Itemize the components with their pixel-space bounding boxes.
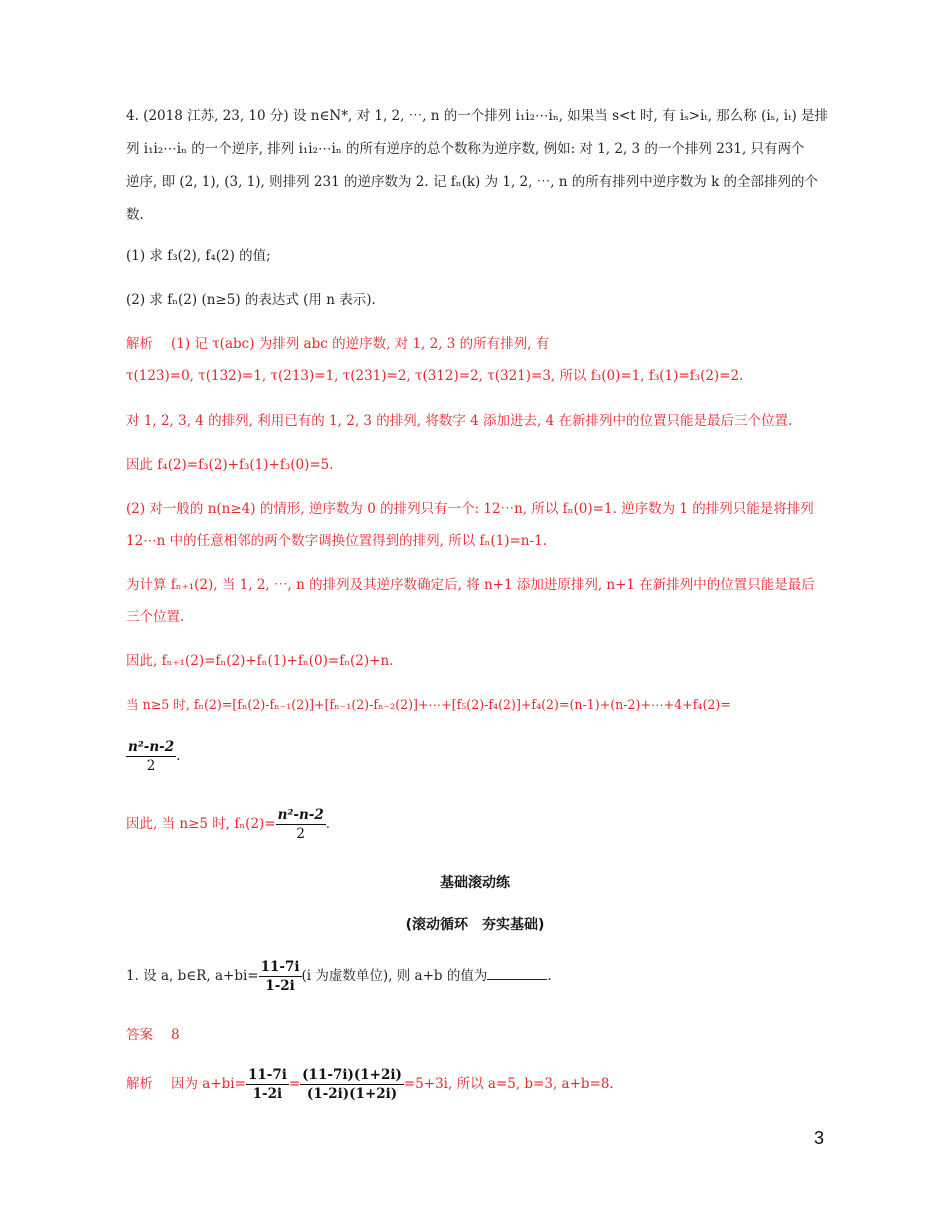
solution-line-7: 为计算 fₙ₊₁(2), 当 1, 2, ⋯, n 的排列及其逆序数确定后, 将 n+1 添加进原排列, n+1 在新排列中的位置只能是最后	[126, 577, 815, 593]
solution-1-prefix: 因为 a+bi=	[171, 1076, 246, 1092]
solution-line-5: (2) 对一般的 n(n≥4) 的情形, 逆序数为 0 的排列只有一个: 12⋯n, 所以 fₙ(0)=1. 逆序数为 1 的排列只能是将排列	[126, 501, 814, 517]
solution-line-3: 对 1, 2, 3, 4 的排列, 利用已有的 1, 2, 3 的排列, 将数字 4 添加进去, 4 在新排列中的位置只能是最后三个位置.	[126, 413, 793, 429]
fraction-denominator: 2	[146, 758, 156, 774]
fraction	[259, 958, 302, 995]
page-number: 3	[814, 1128, 825, 1148]
problem-4-line-2: 列 i₁i₂⋯iₙ 的一个逆序, 排列 i₁i₂⋯iₙ 的所有逆序的总个数称为逆序数, 例如: 对 1, 2, 3 的一个排列 231, 只有两个	[126, 141, 805, 157]
fraction-denominator: 1-2i	[265, 978, 295, 994]
answer-value: 8	[171, 1027, 180, 1043]
solution-line-11: 因此, 当 n≥5 时, fₙ(2)= $\frac{\text{n²-n-2}}{2}$ .	[126, 807, 331, 842]
fraction-denominator: 2	[296, 826, 305, 842]
fraction	[126, 738, 176, 775]
solution-line-10: 当 n≥5 时, fₙ(2)=[fₙ(2)-fₙ₋₁(2)]+[fₙ₋₁(2)-fₙ₋₂(2)]+⋯+[f₅(2)-f₄(2)]+f₄(2)=(n-1)+(n-2)+⋯+4+f₄(2)=	[126, 697, 731, 712]
solution-line-2: τ(123)=0, τ(132)=1, τ(213)=1, τ(231)=2, τ(312)=2, τ(321)=3, 所以 f₃(0)=1, f₃(1)=f₃(2)=2.	[126, 368, 744, 384]
solution-label: 解析	[126, 1076, 153, 1092]
fraction-result-1: $\frac{\text{n²-n-2}}{2}$ .	[128, 739, 181, 774]
solution-line-8: 三个位置.	[126, 609, 185, 625]
problem-4-line-1: 4. (2018 江苏, 23, 10 分) 设 n∈N*, 对 1, 2, ⋯, n 的一个排列 i₁i₂⋯iₙ, 如果当 s<t 时, 有 iₛ>iₜ, 那么称 (iₛ, iₜ) 是排	[126, 108, 829, 124]
problem-1-prefix: 1. 设 a, b∈R, a+bi=	[126, 968, 259, 984]
fraction	[300, 1066, 404, 1103]
fraction-numerator: n²-n-2	[128, 739, 175, 755]
section-title: 基础滚动练	[440, 875, 510, 891]
question-1: (1) 求 f₃(2), f₄(2) 的值;	[126, 248, 271, 264]
fraction-numerator: 11-7i	[247, 1067, 287, 1083]
fraction-denominator: (1-2i)(1+2i)	[306, 1086, 398, 1102]
solution-text-1: (1) 记 τ(abc) 为排列 abc 的逆序数, 对 1, 2, 3 的所有排列, 有	[171, 336, 550, 352]
problem-4-line-4: 数.	[126, 207, 144, 223]
fraction	[246, 1066, 289, 1103]
solution-line-4: 因此 f₄(2)=f₃(2)+f₃(1)+f₃(0)=5.	[126, 457, 334, 473]
section-subtitle: (滚动循环 夯实基础)	[405, 917, 545, 933]
solution-1: 解析 因为 a+bi= $\frac{11-7i}{1-2i}$ = $\frac{(11-7i)(1+2i)}{(1-2i)(1+2i)}$ =5+3i, 所以 a=5, b=3, a+b=8.	[126, 1067, 614, 1102]
solution-line-1	[126, 334, 549, 354]
answer-1	[126, 1025, 180, 1045]
solution-line-9: 因此, fₙ₊₁(2)=fₙ(2)+fₙ(1)+fₙ(0)=fₙ(2)+n.	[126, 653, 394, 669]
fraction	[276, 806, 326, 843]
problem-1-end: .	[547, 968, 552, 984]
fraction-numerator: (11-7i)(1+2i)	[302, 1067, 402, 1083]
solution-line-6: 12⋯n 中的任意相邻的两个数字调换位置得到的排列, 所以 fₙ(1)=n-1.	[126, 533, 547, 549]
fraction-numerator: 11-7i	[260, 959, 300, 975]
fraction-denominator: 1-2i	[252, 1086, 283, 1102]
answer-blank	[487, 967, 547, 980]
solution-label: 解析	[126, 336, 153, 352]
question-2: (2) 求 fₙ(2) (n≥5) 的表达式 (用 n 表示).	[126, 292, 376, 308]
problem-1-suffix: (i 为虚数单位), 则 a+b 的值为	[301, 968, 488, 984]
problem-1	[126, 958, 552, 995]
solution-text-11: 因此, 当 n≥5 时, fₙ(2)=	[126, 816, 276, 832]
answer-label: 答案	[126, 1027, 153, 1043]
problem-4-line-3: 逆序, 即 (2, 1), (3, 1), 则排列 231 的逆序数为 2. 记 fₙ(k) 为 1, 2, ⋯, n 的所有排列中逆序数为 k 的全部排列的个	[126, 174, 819, 190]
fraction-numerator: n²-n-2	[277, 807, 324, 823]
solution-1-suffix: =5+3i, 所以 a=5, b=3, a+b=8.	[403, 1076, 614, 1092]
